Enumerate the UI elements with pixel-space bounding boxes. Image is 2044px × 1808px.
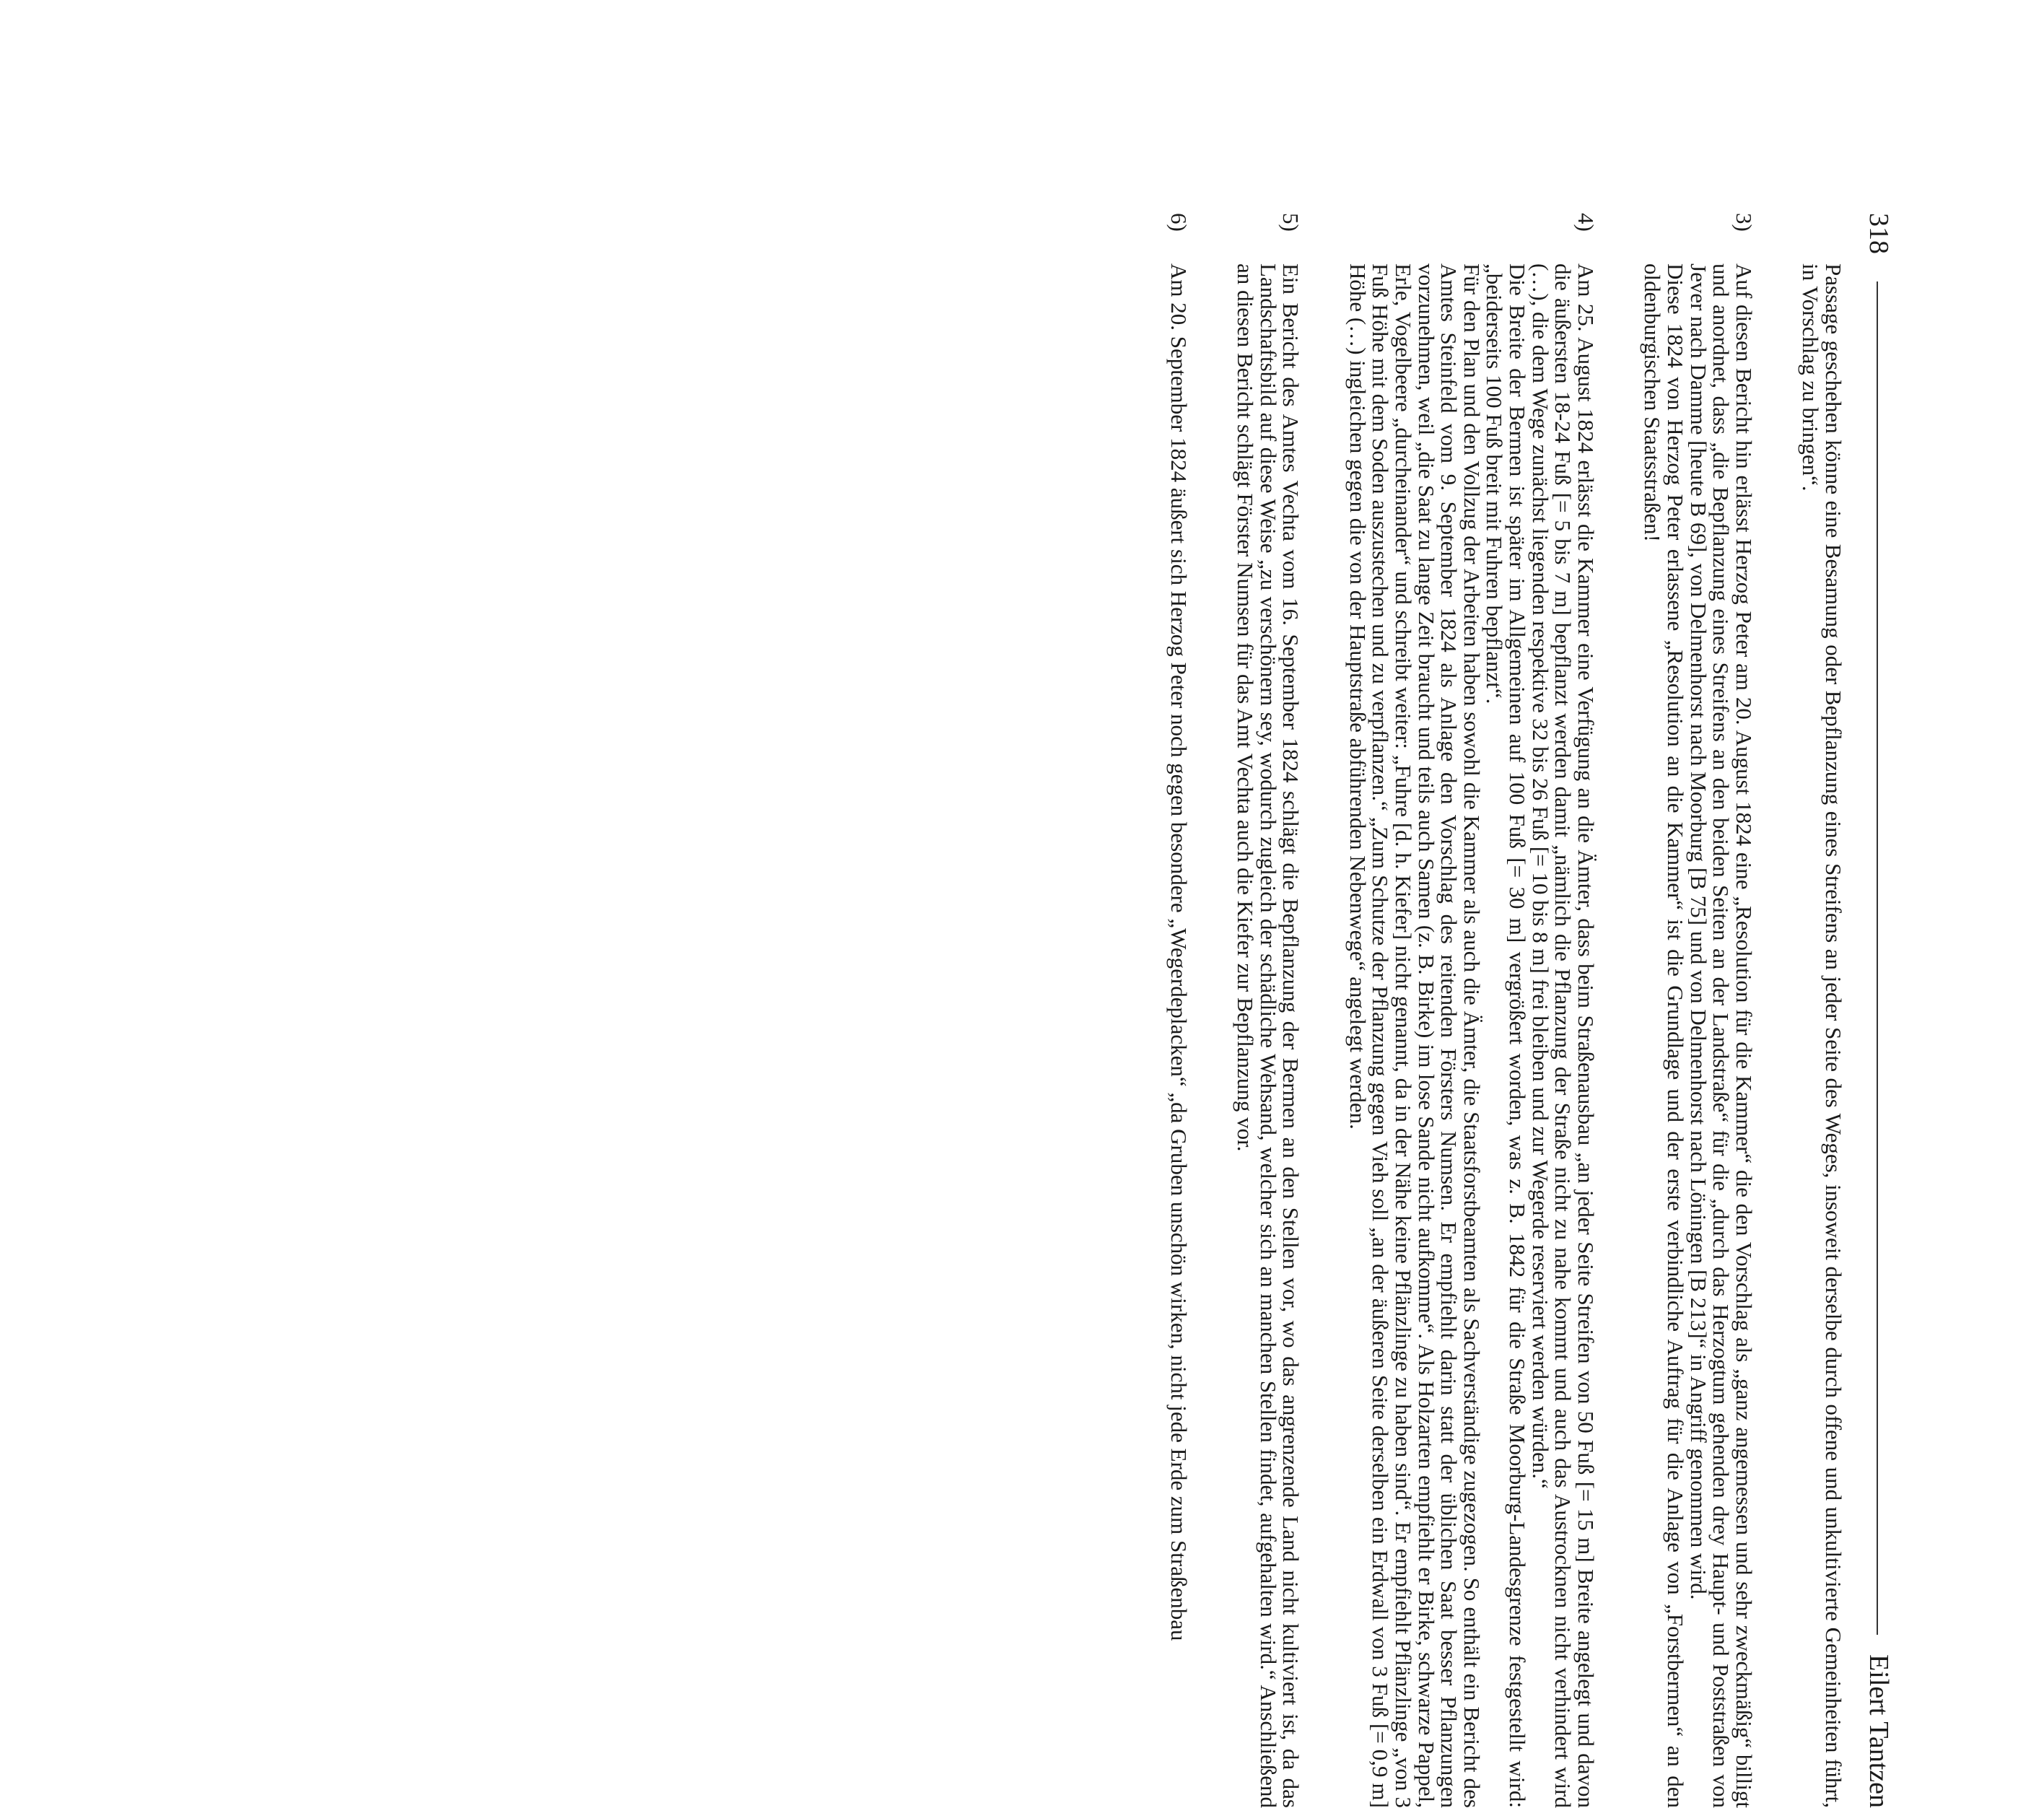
paragraph: Für den Plan und den Vollzug der Arbeiten haben sowohl die Kammer als auch die Ämter, die Staatsforstbeamten als Sachverständige zugezogen. So enthält ein Bericht des Amtes Steinfeld vom 9. September 1824 als Anlage den Vorschlag des reitenden Försters Numsen. Er empfiehlt darin statt der üblichen Saat besser Pflanzungen vorzunehmen, weil „die Saat zu lange Zeit braucht und teils auch Samen (z. B. Birke) im lose Sande nicht aufkomme“. Als Holzarten empfiehlt er Birke, schwarze Pappel, Erle, Vogelbeere „durcheinander“ und schreibt weiter: „Fuhre [d. h. Kiefer] nicht genannt, da in der Nähe keine Pflänzlinge zu haben sind“. Er empfiehlt Pflänzlinge „von 3 Fuß Höhe mit dem Soden auszustechen und zu verpflanzen.“ „Zum Schutze der Pflanzung gegen Vieh soll „an der äußeren Seite derselben ein Erdwall von 3 Fuß [= 0,9 m] Höhe (…) ingleichen gegen die von der Hauptstraße abführenden Nebenwege“ angelegt werden.	[1345, 263, 1485, 1808]
note-3	[1641, 213, 1755, 1808]
paragraph: Am 20. September 1824 äußert sich Herzog Peter noch gegen besondere „Wegerdeplacken“ „da Gruben unschön wirken, nicht jede Erde zum Straßenbau	[1166, 263, 1192, 1641]
note-marker: 6)	[1166, 213, 1192, 232]
document-page	[302, 213, 1897, 1808]
note-marker: 5)	[1278, 213, 1304, 232]
paragraph: Am 25. August 1824 erlässt die Kammer eine Verfügung an die Ämter, dass beim Straßenausbau „an jeder Seite Streifen von 50 Fuß [= 15 m] Breite angelegt und davon die äußersten 18-24 Fuß [= 5 bis 7 m] bepflanzt werden damit „nämlich die Pflanzung der Straße nicht zu nahe kommt und auch das Austrocknen nicht verhindert wird (…), die dem Wege zunächst liegenden respektive 32 bis 26 Fuß [= 10 bis 8 m] frei bleiben und zur Wegerde reserviert werden würden.“	[1527, 263, 1599, 1808]
header-rule	[1877, 281, 1878, 1635]
paragraph: Diese 1824 von Herzog Peter erlassene „Resolution an die Kammer“ ist die Grundlage und der erste verbindliche Auftrag für die Anlage von „Forstbermen“ an den oldenburgischen Staatsstraßen!	[1640, 263, 1689, 1808]
running-head-author: Eilert Tantzen	[1864, 1654, 1894, 1808]
paragraph: Die Breite der Bermen ist später im Allgemeinen auf 100 Fuß [= 30 m] vergrößert worden, was z. B. 1842 für die Straße Moorburg-Landesgrenze festgestellt wird: „beiderseits 100 Fuß breit mit Fuhren bepflanzt“.	[1482, 263, 1531, 1808]
note-marker: 4)	[1573, 213, 1599, 232]
note-6	[1167, 213, 1190, 1808]
note-5	[1234, 213, 1303, 1808]
running-head	[1861, 213, 1897, 1808]
body-text	[1167, 213, 1845, 1808]
paragraph: Passage geschehen könne eine Besamung oder Bepflanzung eines Streifens an jeder Seite des Weges, insoweit derselbe durch offene und unkultivierte Gemeinheiten führt, in Vorschlag zu bringen“.	[1798, 263, 1846, 1808]
paragraph: Ein Bericht des Amtes Vechta vom 16. September 1824 schlägt die Bepflanzung der Bermen an den Stellen vor, wo das angrenzende Land nicht kultiviert ist, da das Landschaftsbild auf diese Weise „zu verschönern sey, wodurch zugleich der schädliche Wehsand, welcher sich an manchen Stellen findet, aufgehalten wird.“ Anschließend an diesen Bericht schlägt Förster Numsen für das Amt Vechta auch die Kiefer zur Bepflanzung vor.	[1233, 263, 1304, 1808]
continuation-paragraph	[1799, 213, 1845, 1808]
paragraph: Auf diesen Bericht hin erlässt Herzog Peter am 20. August 1824 eine „Resolution für die Kammer“ die den Vorschlag als „ganz angemessen und sehr zweckmäßig“ billigt und anordnet, dass „die Bepflanzung eines Streifens an den beiden Seiten an der Landstraße“ für die „durch das Herzogtum gehenden drey Haupt- und Poststraßen von Jever nach Damme [heute B 69], von Delmenhorst nach Moorburg [B 75] und von Delmenhorst nach Löningen [B 213]“ in Angriff genommen wird.	[1685, 263, 1757, 1808]
note-4	[1346, 213, 1597, 1808]
page-number: 318	[1864, 213, 1894, 254]
note-marker: 3)	[1731, 213, 1757, 232]
